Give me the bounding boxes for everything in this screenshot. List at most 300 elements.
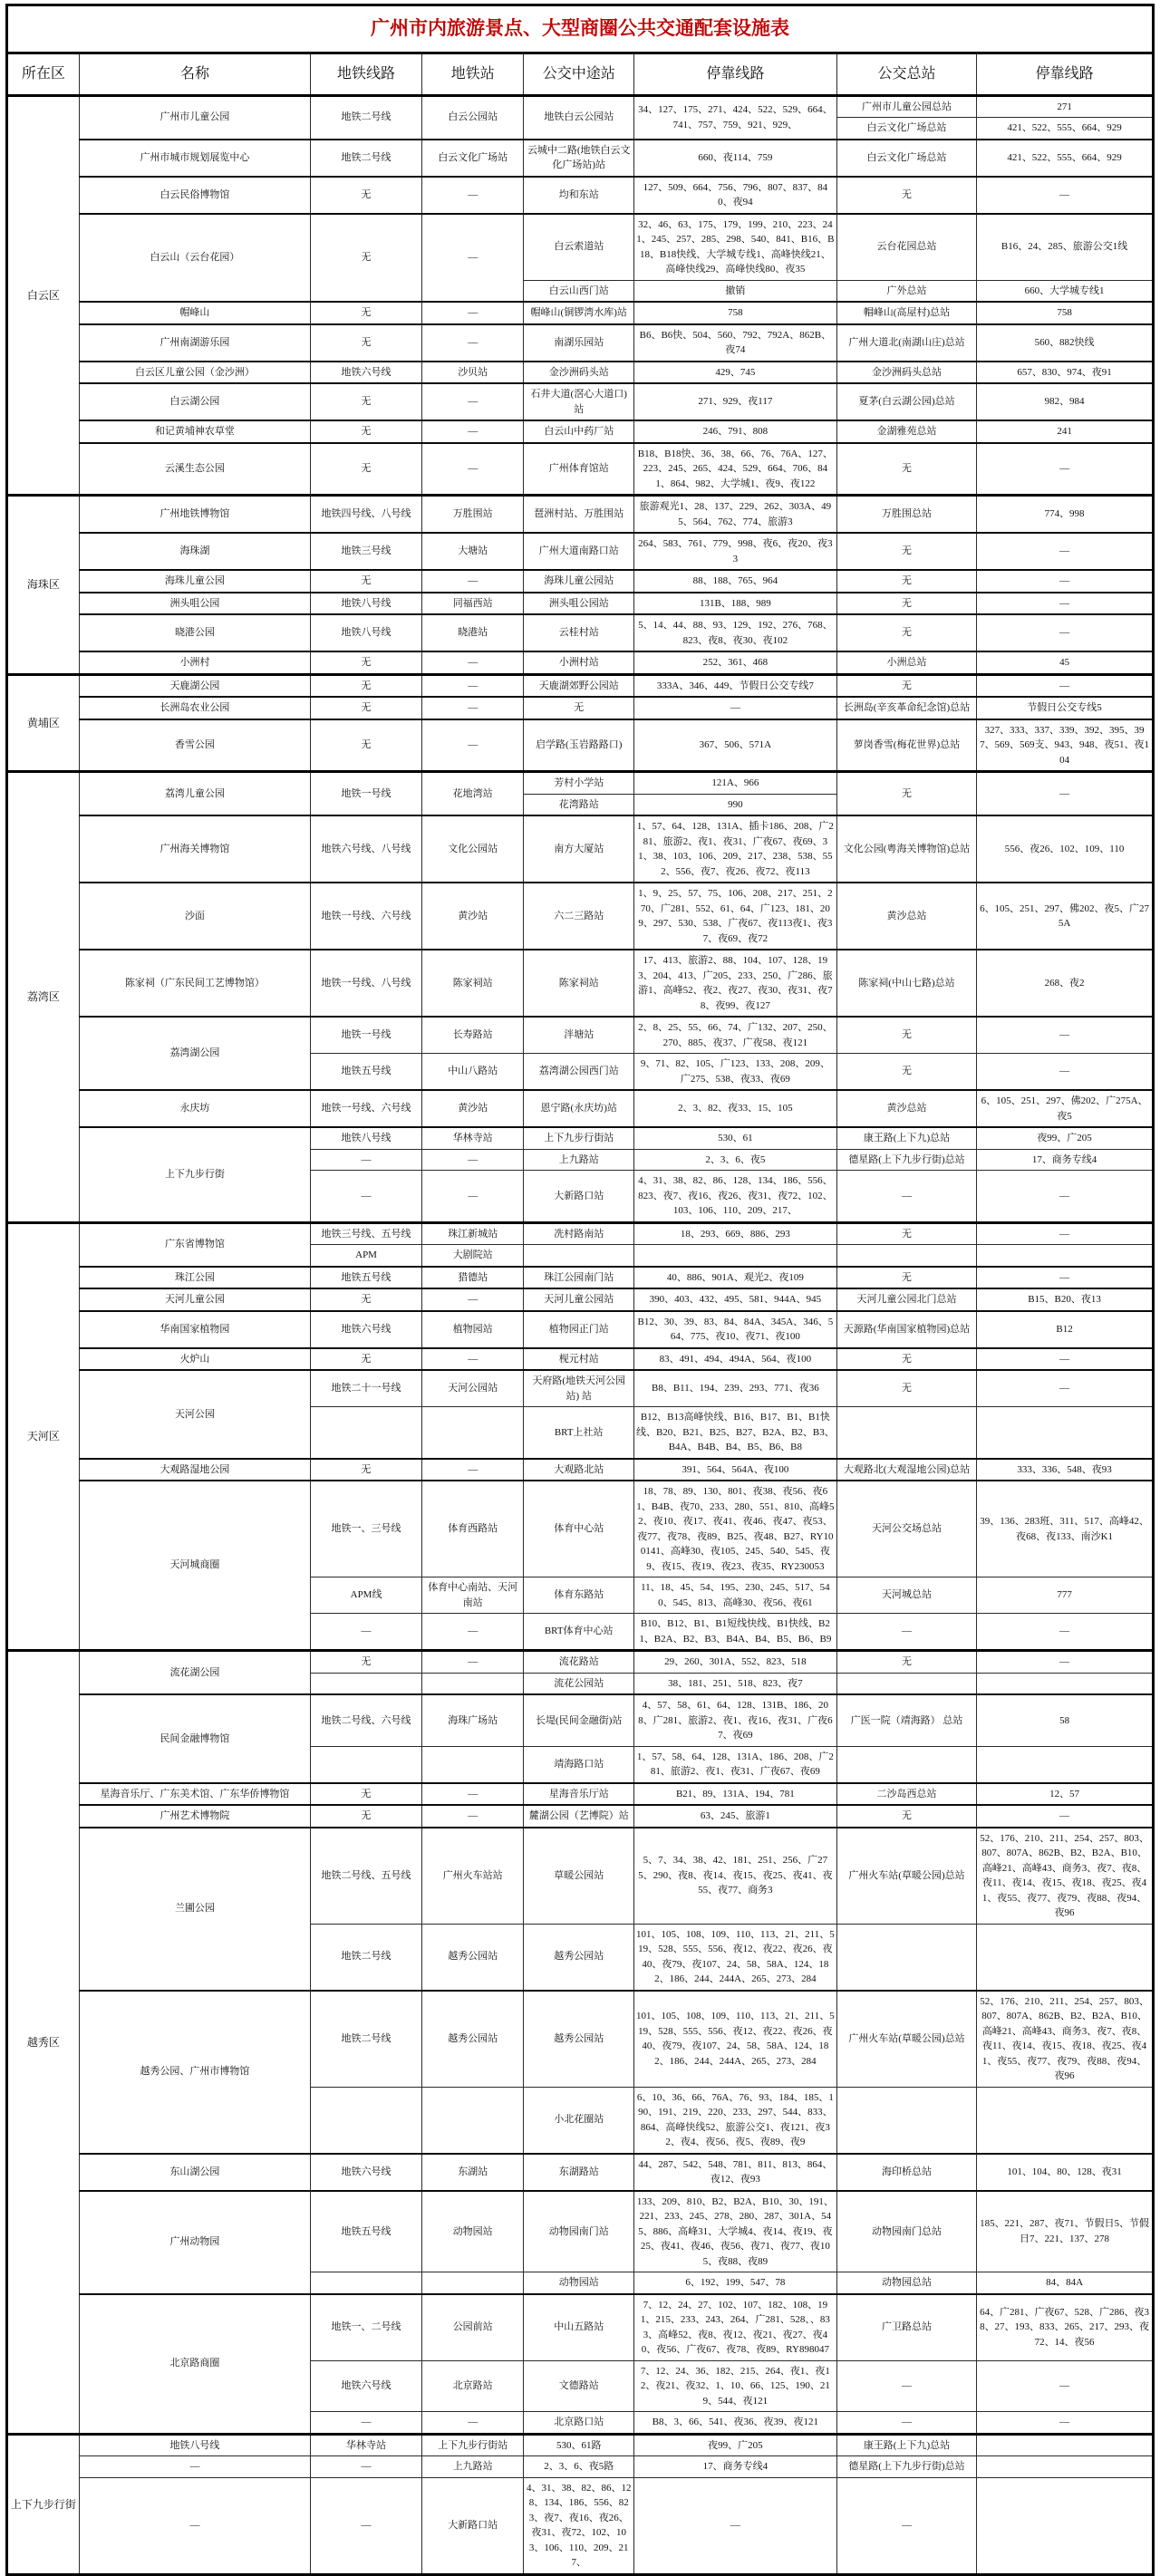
table-cell: 长洲岛(辛亥革命纪念馆)总站: [836, 697, 976, 719]
table-cell: 广州市城市规划展览中心: [79, 140, 311, 177]
table-cell: 无: [311, 302, 422, 324]
table-cell: 地铁六号线: [311, 1311, 422, 1348]
table-cell: [977, 1924, 1154, 1991]
table-cell: —: [311, 1149, 422, 1171]
table-cell: 花湾路站: [524, 794, 633, 815]
table-cell: 海珠儿童公园: [79, 570, 311, 593]
table-cell: 无: [836, 443, 976, 496]
table-cell: 无: [836, 1370, 976, 1407]
table-cell: 地铁三号线: [311, 533, 422, 570]
table-cell: 晓港公园: [79, 614, 311, 651]
table-cell: 1、57、64、128、131A、插卡186、208、广281、旅游2、夜1、夜31、广夜67、夜69、31、38、103、106、209、217、238、538、552、556、夜7、夜26、夜72、夜113: [633, 815, 836, 883]
table-cell: 无: [836, 1267, 976, 1289]
table-cell: 白云公园站: [421, 95, 524, 140]
table-cell: —: [79, 2477, 311, 2574]
table-cell: [633, 1245, 836, 1267]
table-row: [7, 1991, 1154, 2088]
table-cell: 无: [311, 1805, 422, 1828]
table-cell: B16、24、285、旅游公交1线: [977, 214, 1154, 281]
table-cell: —: [977, 1805, 1154, 1828]
table-cell: 小洲村: [79, 651, 311, 674]
table-cell: —: [977, 1370, 1154, 1407]
table-cell: B21、89、131A、194、781: [633, 1783, 836, 1806]
table-cell: —: [977, 443, 1154, 496]
table-cell: —: [836, 2360, 976, 2412]
table-cell: —: [311, 2477, 422, 2574]
table-cell: —: [421, 1783, 524, 1806]
table-row: [7, 719, 1154, 772]
table-cell: 上九路站: [421, 2456, 524, 2478]
table-cell: 冼村路南站: [524, 1222, 633, 1245]
table-cell: 地铁五号线: [311, 1267, 422, 1289]
table-cell: 无: [524, 697, 633, 719]
table-cell: [311, 2087, 422, 2154]
table-row: [7, 883, 1154, 950]
table-cell: 758: [977, 302, 1154, 324]
table-cell: 657、830、974、夜91: [977, 362, 1154, 384]
table-cell: 芳村小学站: [524, 772, 633, 795]
table-cell: —: [633, 2477, 836, 2574]
table-cell: [836, 1407, 976, 1459]
table-cell: 6、105、251、297、佛202、夜5、广275A: [977, 883, 1154, 950]
table-cell: 海珠儿童公园站: [524, 570, 633, 593]
table-cell: 无: [311, 570, 422, 593]
column-header-2: 地铁线路: [311, 53, 422, 95]
table-cell: 海珠湖: [79, 533, 311, 570]
table-cell: 地铁一号线、六号线: [311, 1090, 422, 1127]
table-cell: B18、B18快、36、38、66、76、76A、127、223、245、265、424、529、664、706、841、864、982、大学城1、夜9、夜122: [633, 443, 836, 496]
table-cell: —: [977, 1054, 1154, 1091]
table-cell: 广医一院（靖海路） 总站: [836, 1694, 976, 1746]
table-cell: —: [836, 1614, 976, 1651]
table-cell: 动物园站: [421, 2191, 524, 2272]
district-cell: 越秀区: [7, 1651, 80, 2435]
table-cell: 广州南湖游乐园: [79, 324, 311, 362]
table-cell: 白云湖公园: [79, 383, 311, 420]
table-row: [7, 772, 1154, 795]
table-cell: 4、57、58、61、64、128、131B、186、208、广281、旅游2、夜1、夜16、夜31、广夜67、夜69: [633, 1694, 836, 1746]
table-cell: 131B、188、989: [633, 593, 836, 615]
table-cell: 启学路(玉岩路路口): [524, 719, 633, 772]
table-cell: —: [421, 214, 524, 303]
table-cell: 18、78、89、130、801、夜38、夜56、夜61、B4B、夜70、233、280、551、810、高峰52、夜10、夜17、夜41、夜46、夜47、夜53、夜77、夜78、夜89、B25、夜48、B27、RY100141、高峰30、夜105、245、540、545、夜9、夜15、夜19、夜23、夜35、RY230053: [633, 1481, 836, 1577]
table-cell: —: [977, 2412, 1154, 2435]
table-cell: 黄沙站: [421, 883, 524, 950]
district-cell: 荔湾区: [7, 772, 80, 1223]
table-cell: 地铁六号线: [311, 2154, 422, 2191]
table-cell: 植物园站: [421, 1311, 524, 1348]
table-cell: 38、181、251、518、823、夜7: [633, 1673, 836, 1694]
table-cell: —: [421, 1805, 524, 1828]
table-row: [7, 1311, 1154, 1348]
table-row: [7, 614, 1154, 651]
table-cell: 地铁二号线、六号线: [311, 1694, 422, 1746]
table-cell: 无: [311, 697, 422, 719]
table-cell: 海珠广场站: [421, 1694, 524, 1746]
table-cell: 华林寺站: [311, 2434, 422, 2456]
table-cell: B15、B20、夜13: [977, 1288, 1154, 1311]
table-cell: 无: [836, 614, 976, 651]
table-cell: 金湖雅苑总站: [836, 420, 976, 443]
table-cell: 大新路口站: [524, 1171, 633, 1223]
table-row: [7, 2191, 1154, 2272]
table-cell: 2、8、25、55、66、74、广132、207、250、270、885、夜37、广夜58、夜121: [633, 1017, 836, 1054]
table-cell: 夜99、广205: [977, 1127, 1154, 1149]
table-cell: 无: [311, 719, 422, 772]
table-cell: 植物园正门站: [524, 1311, 633, 1348]
table-cell: 上九路站: [524, 1149, 633, 1171]
table-cell: —: [977, 1222, 1154, 1245]
table-cell: 沙面: [79, 883, 311, 950]
table-cell: 荔湾湖公园: [79, 1017, 311, 1090]
table-row: [7, 214, 1154, 281]
table-row: [7, 443, 1154, 496]
table-cell: —: [977, 1614, 1154, 1651]
table-cell: 101、104、80、128、夜31: [977, 2154, 1154, 2191]
table-cell: 荔湾儿童公园: [79, 772, 311, 816]
table-cell: 万胜围总站: [836, 496, 976, 534]
table-cell: 83、491、494、494A、564、夜100: [633, 1348, 836, 1371]
table-cell: —: [421, 177, 524, 214]
table-cell: 广州动物园: [79, 2191, 311, 2294]
table-cell: 无: [311, 443, 422, 496]
table-cell: 动物园站: [524, 2272, 633, 2294]
table-cell: 17、413、旅游2、88、104、107、128、193、204、413、广205、233、250、广286、旅游1、高峰52、夜2、夜27、夜30、夜31、夜78、夜99、夜127: [633, 950, 836, 1017]
table-cell: [421, 2087, 524, 2154]
table-cell: 无: [311, 420, 422, 443]
table-cell: 5、7、34、38、42、181、251、256、广275、290、夜8、夜14、夜15、夜25、夜41、夜55、夜77、商务3: [633, 1828, 836, 1925]
table-cell: 777: [977, 1577, 1154, 1614]
table-cell: [977, 2456, 1154, 2478]
table-cell: —: [311, 2412, 422, 2435]
table-row: [7, 420, 1154, 443]
table-row: [7, 1370, 1154, 1407]
table-cell: 32、46、63、175、179、199、210、223、241、245、257、285、298、540、841、B16、B18、B18快线、大学城专线1、高峰快线21、高峰快线29、高峰快线80、夜35: [633, 214, 836, 281]
table-cell: 白云文化广场总站: [836, 118, 976, 140]
table-cell: 帽峰山(铜锣湾水库)站: [524, 302, 633, 324]
table-cell: 黄沙站: [421, 1090, 524, 1127]
table-cell: 大观路湿地公园: [79, 1459, 311, 1481]
table-cell: B6、B6快、504、560、792、792A、862B、夜74: [633, 324, 836, 362]
table-cell: 德星路(上下九步行街)总站: [836, 2456, 976, 2478]
table-cell: 地铁二号线: [311, 140, 422, 177]
table-cell: 52、176、210、211、254、257、803、807、807A、862B、B2、B2A、B10、高峰21、高峰43、商务3、夜7、夜8、夜11、夜14、夜15、夜18、夜25、夜41、夜55、夜77、夜79、夜88、夜94、夜96: [977, 1991, 1154, 2088]
table-cell: 无: [311, 674, 422, 697]
table-cell: 上下九步行街: [79, 1127, 311, 1222]
district-cell: 海珠区: [7, 496, 80, 675]
table-cell: 660、大学城专线1: [977, 280, 1154, 302]
table-cell: 广州艺术博物院: [79, 1805, 311, 1828]
table-cell: 无: [836, 772, 976, 816]
table-row: [7, 2456, 1154, 2478]
table-row: [7, 1090, 1154, 1127]
table-cell: 大观路北站: [524, 1459, 633, 1481]
table-cell: 264、583、761、779、998、夜6、夜20、夜33: [633, 533, 836, 570]
table-cell: 白云山（云台花园）: [79, 214, 311, 303]
table-cell: 金沙洲码头总站: [836, 362, 976, 384]
table-cell: [977, 1673, 1154, 1694]
table-cell: 越秀公园、广州市博物馆: [79, 1991, 311, 2154]
table-cell: 101、105、108、109、110、113、21、211、519、528、555、556、夜12、夜22、夜26、夜40、夜79、夜107、24、58、58A、124、182、186、244、244A、265、273、284: [633, 1991, 836, 2088]
table-cell: 越秀公园站: [421, 1924, 524, 1991]
table-cell: 地铁五号线: [311, 2191, 422, 2272]
table-cell: 天鹿湖公园: [79, 674, 311, 697]
table-cell: 北京路站: [421, 2360, 524, 2412]
table-cell: [524, 1245, 633, 1267]
table-cell: 241: [977, 420, 1154, 443]
table-cell: 广外总站: [836, 280, 976, 302]
table-cell: 珠江新城站: [421, 1222, 524, 1245]
table-cell: 无: [836, 1805, 976, 1828]
table-cell: 9、71、82、105、广123、133、208、209、广275、538、夜33、夜69: [633, 1054, 836, 1091]
table-row: [7, 2294, 1154, 2361]
table-cell: 麓湖公园（艺博院）站: [524, 1805, 633, 1828]
table-cell: 地铁一号线、八号线: [311, 950, 422, 1017]
table-cell: 越秀公园站: [421, 1991, 524, 2088]
table-row: [7, 496, 1154, 534]
table-cell: [836, 2087, 976, 2154]
table-cell: 17、商务专线4: [633, 2456, 836, 2478]
table-cell: 上下九步行街站: [524, 1127, 633, 1149]
table-cell: 421、522、555、664、929: [977, 118, 1154, 140]
table-row: [7, 815, 1154, 883]
table-cell: 东湖站: [421, 2154, 524, 2191]
table-cell: 252、361、468: [633, 651, 836, 674]
table-cell: 4、31、38、82、86、128、134、186、556、823、夜7、夜16、夜26、夜31、夜72、102、103、106、110、209、217、: [633, 1171, 836, 1223]
table-cell: 地铁六号线、八号线: [311, 815, 422, 883]
table-cell: 旅游观光1、28、137、229、262、303A、495、564、762、774、旅游3: [633, 496, 836, 534]
table-cell: 云溪生态公园: [79, 443, 311, 496]
table-cell: 无: [836, 593, 976, 615]
table-cell: [977, 2434, 1154, 2456]
table-cell: —: [421, 420, 524, 443]
table-cell: 无: [311, 214, 422, 303]
table-cell: —: [977, 614, 1154, 651]
table-cell: 地铁八号线: [311, 614, 422, 651]
table-cell: 白云山中药厂站: [524, 420, 633, 443]
table-cell: 无: [836, 1348, 976, 1371]
table-cell: 地铁一号线: [311, 1017, 422, 1054]
table-cell: 康王路(上下九)总站: [836, 1127, 976, 1149]
table-row: [7, 140, 1154, 177]
table-cell: —: [836, 2412, 976, 2435]
table-cell: 火炉山: [79, 1348, 311, 1371]
table-cell: 枧元村站: [524, 1348, 633, 1371]
column-header-6: 公交总站: [836, 53, 976, 95]
table-cell: 2、3、6、夜5路: [524, 2456, 633, 2478]
table-cell: 白云文化广场站: [421, 140, 524, 177]
table-cell: 地铁一、三号线: [311, 1481, 422, 1577]
table-cell: 华南国家植物园: [79, 1311, 311, 1348]
table-cell: 地铁一、二号线: [311, 2294, 422, 2361]
table-cell: 天源路(华南国家植物园)总站: [836, 1311, 976, 1348]
table-cell: 文德路站: [524, 2360, 633, 2412]
table-cell: 无: [311, 383, 422, 420]
table-cell: —: [977, 177, 1154, 214]
table-row: [7, 1481, 1154, 1577]
table-cell: 石井大道(滘心大道口)站: [524, 383, 633, 420]
table-cell: 1、57、58、64、128、131A、186、208、广281、旅游2、夜1、夜31、广夜67、夜69: [633, 1746, 836, 1783]
table-cell: 广州大道北(南湖山庄)总站: [836, 324, 976, 362]
table-cell: 永庆坊: [79, 1090, 311, 1127]
table-cell: —: [421, 674, 524, 697]
table-row: [7, 2434, 1154, 2456]
table-cell: 上下九步行街站: [421, 2434, 524, 2456]
table-cell: 云台花园总站: [836, 214, 976, 281]
table-cell: 广州火车站站: [421, 1828, 524, 1925]
table-row: [7, 570, 1154, 593]
table-row: [7, 533, 1154, 570]
table-cell: 越秀公园站: [524, 1924, 633, 1991]
table-cell: 撤销: [633, 280, 836, 302]
table-cell: 地铁八号线: [79, 2434, 311, 2456]
table-cell: 7、12、24、36、182、215、264、夜1、夜12、夜21、夜32、1、10、66、125、190、219、544、夜121: [633, 2360, 836, 2412]
table-cell: 地铁一号线: [311, 772, 422, 816]
table-row: [7, 95, 1154, 118]
table-row: [7, 383, 1154, 420]
table-cell: 东湖路站: [524, 2154, 633, 2191]
table-cell: 广州地铁博物馆: [79, 496, 311, 534]
table-cell: 广州市儿童公园: [79, 95, 311, 140]
table-cell: 猎德站: [421, 1267, 524, 1289]
table-cell: 白云文化广场总站: [836, 140, 976, 177]
column-header-7: 停靠线路: [977, 53, 1154, 95]
table-cell: 长寿路站: [421, 1017, 524, 1054]
table-cell: 333A、346、449、节假日公交专线7: [633, 674, 836, 697]
table-row: [7, 1348, 1154, 1371]
table-cell: 63、245、旅游1: [633, 1805, 836, 1828]
table-cell: 公园前站: [421, 2294, 524, 2361]
table-cell: 39、136、283班、311、517、高峰42、夜68、夜133、南沙K1: [977, 1481, 1154, 1577]
table-cell: —: [421, 1171, 524, 1223]
table-row: [7, 1017, 1154, 1054]
table-cell: 无: [836, 1017, 976, 1054]
table-cell: 小洲总站: [836, 651, 976, 674]
table-cell: 6、105、251、297、佛202、广275A、夜5: [977, 1090, 1154, 1127]
table-cell: 花地湾站: [421, 772, 524, 816]
table-cell: —: [311, 1614, 422, 1651]
table-cell: —: [421, 324, 524, 362]
table-cell: —: [421, 697, 524, 719]
table-cell: 文化公园站: [421, 815, 524, 883]
table-cell: 1、9、25、57、75、106、208、217、251、270、广281、552、61、64、广123、181、209、297、530、538、广夜67、夜113夜1、夜37、夜69、夜72: [633, 883, 836, 950]
table-cell: B12、B13高峰快线、B16、B17、B1、B1快线、B20、B21、B25、B27、B2A、B2、B3、B4A、B4B、B4、B5、B6、B8: [633, 1407, 836, 1459]
table-cell: 无: [836, 177, 976, 214]
table-cell: 地铁二十一号线: [311, 1370, 422, 1407]
table-cell: —: [977, 1171, 1154, 1223]
table-cell: 无: [836, 1222, 976, 1245]
table-cell: 海印桥总站: [836, 2154, 976, 2191]
table-cell: 185、221、287、夜71、节假日5、节假日7、221、137、278: [977, 2191, 1154, 2272]
table-cell: 地铁一号线、六号线: [311, 883, 422, 950]
table-cell: B12、30、39、83、84、84A、345A、346、564、775、夜10、夜71、夜100: [633, 1311, 836, 1348]
table-cell: [311, 1407, 422, 1459]
table-cell: 黄沙总站: [836, 1090, 976, 1127]
table-cell: 地铁四号线、八号线: [311, 496, 422, 534]
table-cell: 万胜围站: [421, 496, 524, 534]
table-cell: 小北花圈站: [524, 2087, 633, 2154]
table-cell: 流花湖公园: [79, 1651, 311, 1695]
table-cell: 陈家祠(中山七路)总站: [836, 950, 976, 1017]
table-cell: 天河公交场总站: [836, 1481, 976, 1577]
table-cell: 88、188、765、964: [633, 570, 836, 593]
table-cell: 560、882快线: [977, 324, 1154, 362]
table-cell: 2、3、82、夜33、15、105: [633, 1090, 836, 1127]
table-cell: 香雪公园: [79, 719, 311, 772]
table-cell: 恩宁路(永庆坊)站: [524, 1090, 633, 1127]
table-cell: 地铁三号线、五号线: [311, 1222, 422, 1245]
table-cell: 52、176、210、211、254、257、803、807、807A、862B、B2、B2A、B10、高峰21、高峰43、商务3、夜7、夜8、夜11、夜14、夜15、夜18、夜25、夜41、夜55、夜77、夜79、夜88、夜94、夜96: [977, 1828, 1154, 1925]
table-cell: 121A、966: [633, 772, 836, 795]
table-cell: 南方大厦站: [524, 815, 633, 883]
table-cell: 白云民俗博物馆: [79, 177, 311, 214]
table-cell: —: [421, 651, 524, 674]
table-cell: 中山五路站: [524, 2294, 633, 2361]
table-cell: —: [421, 443, 524, 496]
table-cell: —: [977, 772, 1154, 816]
table-cell: 帽峰山: [79, 302, 311, 324]
table-cell: 无: [836, 1651, 976, 1674]
table-cell: 流花路站: [524, 1651, 633, 1674]
table-cell: 天河城商圈: [79, 1481, 311, 1651]
table-cell: 流花公园站: [524, 1673, 633, 1694]
table-cell: 动物园南门站: [524, 2191, 633, 2272]
table-cell: 泮塘站: [524, 1017, 633, 1054]
table-cell: B12: [977, 1311, 1154, 1348]
table-row: [7, 1222, 1154, 1245]
table-cell: 530、61路: [524, 2434, 633, 2456]
table-cell: —: [836, 1171, 976, 1223]
table-row: [7, 593, 1154, 615]
table-cell: 广东省博物馆: [79, 1222, 311, 1267]
table-cell: —: [311, 1171, 422, 1223]
table-cell: 758: [633, 302, 836, 324]
table-cell: 101、105、108、109、110、113、21、211、519、528、555、556、夜12、夜22、夜26、夜40、夜79、夜107、24、58、58A、124、182、186、244、244A、265、273、284: [633, 1924, 836, 1991]
table-cell: 地铁二号线: [311, 1991, 422, 2088]
column-header-0: 所在区: [7, 53, 80, 95]
table-title-row: [7, 5, 1154, 53]
table-cell: 夏茅(白云湖公园)总站: [836, 383, 976, 420]
table-cell: —: [421, 1459, 524, 1481]
table-cell: 333、336、548、夜93: [977, 1459, 1154, 1481]
table-cell: 南湖乐园站: [524, 324, 633, 362]
table-cell: APM: [311, 1245, 422, 1267]
table-cell: 246、791、808: [633, 420, 836, 443]
table-cell: 黄沙总站: [836, 883, 976, 950]
table-cell: [977, 2477, 1154, 2574]
table-cell: 天河儿童公园北门总站: [836, 1288, 976, 1311]
table-cell: 无: [311, 1288, 422, 1311]
table-cell: 660、夜114、759: [633, 140, 836, 177]
table-cell: 地铁白云公园站: [524, 95, 633, 140]
table-cell: 44、287、542、548、781、811、813、864、夜12、夜93: [633, 2154, 836, 2191]
table-cell: [836, 1245, 976, 1267]
table-cell: —: [421, 383, 524, 420]
table-cell: 广州市儿童公园总站: [836, 95, 976, 118]
table-cell: 530、61: [633, 1127, 836, 1149]
table-cell: 云城中二路(地铁白云文化广场站)站: [524, 140, 633, 177]
table-cell: 珠江公园南门站: [524, 1267, 633, 1289]
table-cell: —: [977, 593, 1154, 615]
table-cell: 民间金融博物馆: [79, 1694, 311, 1783]
table-row: [7, 1267, 1154, 1289]
column-header-3: 地铁站: [421, 53, 524, 95]
table-cell: —: [421, 570, 524, 593]
table-cell: 133、209、810、B2、B2A、B10、30、191、221、233、245、278、280、287、301A、545、886、高峰31、大学城4、夜14、夜19、夜25、夜41、夜46、夜56、夜71、夜77、夜105、夜88、夜89: [633, 2191, 836, 2272]
table-cell: 271、929、夜117: [633, 383, 836, 420]
table-cell: 地铁二号线: [311, 95, 422, 140]
table-row: [7, 177, 1154, 214]
